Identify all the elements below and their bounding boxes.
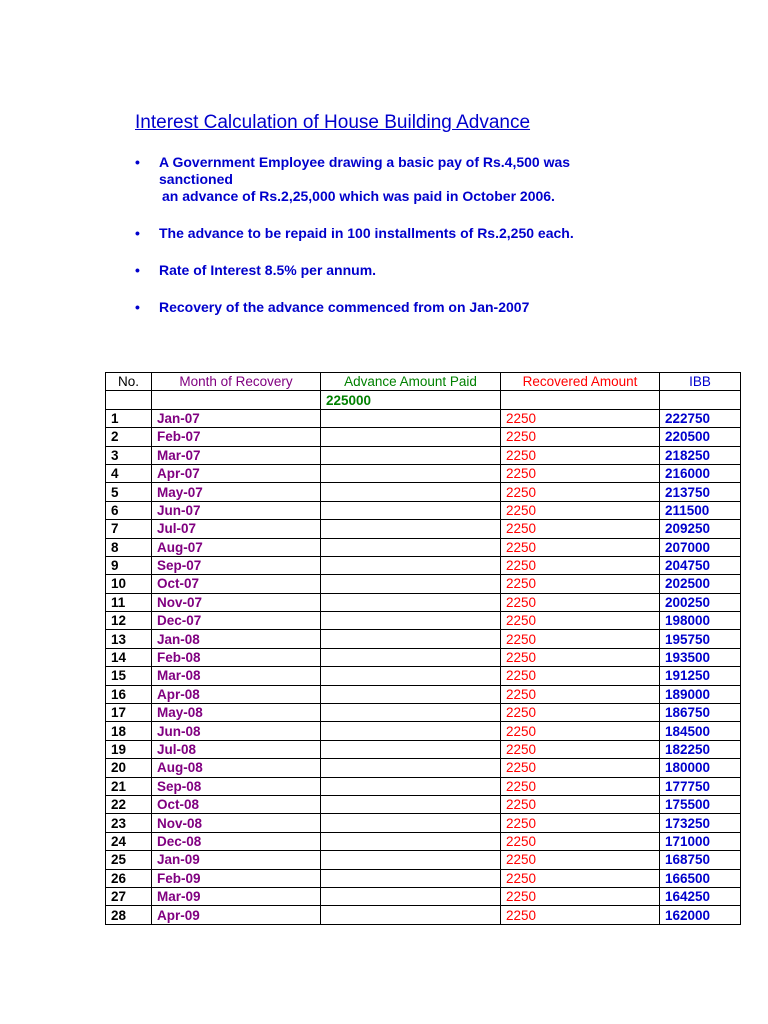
recovery-table — [105, 372, 741, 925]
bullet-text: Recovery of the advance commenced from on Jan-2007 — [159, 299, 530, 315]
cell-month: Apr-09 — [152, 906, 321, 924]
cell-recovered: 2250 — [501, 777, 660, 795]
cell-month: Feb-08 — [152, 648, 321, 666]
cell-recovered: 2250 — [501, 759, 660, 777]
cell-no: 22 — [106, 795, 152, 813]
cell-month: Jan-08 — [152, 630, 321, 648]
table-row — [106, 722, 741, 740]
cell-ibb: 177750 — [660, 777, 741, 795]
cell-no: 20 — [106, 759, 152, 777]
table-row — [106, 612, 741, 630]
cell-no: 5 — [106, 483, 152, 501]
cell-ibb: 182250 — [660, 740, 741, 758]
cell-ibb: 218250 — [660, 446, 741, 464]
cell-month: May-07 — [152, 483, 321, 501]
cell-no: 6 — [106, 501, 152, 519]
cell-no: 16 — [106, 685, 152, 703]
bullet-icon: • — [135, 154, 140, 170]
cell-recovered: 2250 — [501, 501, 660, 519]
table-row — [106, 851, 741, 869]
cell-advance — [321, 501, 501, 519]
cell-no: 4 — [106, 464, 152, 482]
cell-no: 25 — [106, 851, 152, 869]
cell-advance — [321, 520, 501, 538]
cell-advance — [321, 722, 501, 740]
table-row — [106, 556, 741, 574]
cell-ibb: 189000 — [660, 685, 741, 703]
cell-recovered: 2250 — [501, 593, 660, 611]
cell-recovered: 2250 — [501, 575, 660, 593]
cell-recovered: 2250 — [501, 556, 660, 574]
cell-recovered: 2250 — [501, 887, 660, 905]
cell-no: 12 — [106, 612, 152, 630]
table-row — [106, 740, 741, 758]
table-row — [106, 759, 741, 777]
table-row — [106, 483, 741, 501]
cell-recovered: 2250 — [501, 409, 660, 427]
cell-month: Jul-08 — [152, 740, 321, 758]
cell-advance — [321, 409, 501, 427]
cell-recovered: 2250 — [501, 630, 660, 648]
cell-ibb: 195750 — [660, 630, 741, 648]
cell-no: 14 — [106, 648, 152, 666]
cell-advance — [321, 795, 501, 813]
cell-ibb: 204750 — [660, 556, 741, 574]
cell-no: 11 — [106, 593, 152, 611]
cell-ibb: 184500 — [660, 722, 741, 740]
table-row — [106, 593, 741, 611]
header-ibb: IBB — [660, 373, 741, 391]
cell-no: 24 — [106, 832, 152, 850]
table-row — [106, 887, 741, 905]
cell-ibb: 173250 — [660, 814, 741, 832]
cell-no: 13 — [106, 630, 152, 648]
bullet-text: A Government Employee drawing a basic pay of Rs.4,500 was — [159, 154, 571, 170]
bullet-item — [135, 262, 735, 279]
table-row — [106, 906, 741, 924]
bullet-icon: • — [135, 299, 140, 315]
cell-advance — [321, 483, 501, 501]
cell-advance — [321, 630, 501, 648]
cell-month: Jul-07 — [152, 520, 321, 538]
cell-advance — [321, 869, 501, 887]
cell-month: Nov-08 — [152, 814, 321, 832]
cell-ibb: 180000 — [660, 759, 741, 777]
table-row — [106, 630, 741, 648]
cell-advance — [321, 575, 501, 593]
table-row — [106, 538, 741, 556]
cell-ibb: 216000 — [660, 464, 741, 482]
table-row — [106, 446, 741, 464]
cell-advance — [321, 538, 501, 556]
cell-month: Apr-08 — [152, 685, 321, 703]
advance-row — [106, 391, 741, 409]
cell-no: 23 — [106, 814, 152, 832]
table-row — [106, 795, 741, 813]
cell-advance — [321, 814, 501, 832]
table-row — [106, 501, 741, 519]
cell-ibb: 202500 — [660, 575, 741, 593]
cell-month: Jan-07 — [152, 409, 321, 427]
cell-no: 7 — [106, 520, 152, 538]
cell-ibb: 168750 — [660, 851, 741, 869]
table-row — [106, 464, 741, 482]
cell-month: Sep-08 — [152, 777, 321, 795]
cell-advance — [321, 593, 501, 611]
cell-month: Apr-07 — [152, 464, 321, 482]
table-row — [106, 520, 741, 538]
table-row — [106, 832, 741, 850]
cell-advance — [321, 685, 501, 703]
table-row — [106, 648, 741, 666]
table-row — [106, 685, 741, 703]
cell-no: 26 — [106, 869, 152, 887]
cell-advance — [321, 612, 501, 630]
bullet-text: The advance to be repaid in 100 installments of Rs.2,250 each. — [159, 225, 574, 241]
bullet-item — [135, 154, 735, 205]
cell-ibb: 211500 — [660, 501, 741, 519]
cell-recovered: 2250 — [501, 520, 660, 538]
cell-recovered: 2250 — [501, 814, 660, 832]
cell-no: 9 — [106, 556, 152, 574]
cell-recovered: 2250 — [501, 685, 660, 703]
cell-ibb: 164250 — [660, 887, 741, 905]
cell-ibb: 200250 — [660, 593, 741, 611]
cell-recovered: 2250 — [501, 538, 660, 556]
cell-ibb: 220500 — [660, 428, 741, 446]
cell-recovered: 2250 — [501, 483, 660, 501]
cell-ibb: 198000 — [660, 612, 741, 630]
cell-month: Mar-07 — [152, 446, 321, 464]
cell-advance — [321, 887, 501, 905]
cell-ibb: 162000 — [660, 906, 741, 924]
bullet-item — [135, 299, 735, 316]
bullet-item — [135, 225, 735, 242]
table-row — [106, 704, 741, 722]
cell-recovered — [501, 391, 660, 409]
cell-advance-amount: 225000 — [321, 391, 501, 409]
cell-ibb: 186750 — [660, 704, 741, 722]
cell-advance — [321, 464, 501, 482]
cell-month: May-08 — [152, 704, 321, 722]
cell-month: Aug-07 — [152, 538, 321, 556]
cell-recovered: 2250 — [501, 740, 660, 758]
cell-no: 17 — [106, 704, 152, 722]
cell-recovered: 2250 — [501, 869, 660, 887]
cell-no: 21 — [106, 777, 152, 795]
cell-ibb: 207000 — [660, 538, 741, 556]
cell-month: Dec-08 — [152, 832, 321, 850]
cell-ibb: 166500 — [660, 869, 741, 887]
cell-advance — [321, 832, 501, 850]
bullet-icon: • — [135, 262, 140, 278]
cell-month: Nov-07 — [152, 593, 321, 611]
cell-recovered: 2250 — [501, 704, 660, 722]
cell-ibb: 191250 — [660, 667, 741, 685]
cell-month: Mar-09 — [152, 887, 321, 905]
table-row — [106, 667, 741, 685]
cell-advance — [321, 446, 501, 464]
cell-recovered: 2250 — [501, 832, 660, 850]
cell-recovered: 2250 — [501, 648, 660, 666]
cell-recovered: 2250 — [501, 851, 660, 869]
cell-advance — [321, 648, 501, 666]
bullet-text: sanctioned — [159, 171, 233, 187]
cell-advance — [321, 667, 501, 685]
cell-recovered: 2250 — [501, 906, 660, 924]
table-row — [106, 575, 741, 593]
cell-recovered: 2250 — [501, 667, 660, 685]
table-row — [106, 814, 741, 832]
cell-no: 15 — [106, 667, 152, 685]
cell-ibb: 171000 — [660, 832, 741, 850]
table-header-row — [106, 373, 741, 391]
cell-advance — [321, 428, 501, 446]
cell-no: 18 — [106, 722, 152, 740]
cell-month: Jan-09 — [152, 851, 321, 869]
cell-recovered: 2250 — [501, 795, 660, 813]
table-row — [106, 409, 741, 427]
header-month: Month of Recovery — [152, 373, 321, 391]
cell-month: Mar-08 — [152, 667, 321, 685]
bullet-list — [135, 154, 735, 316]
cell-month: Feb-09 — [152, 869, 321, 887]
cell-recovered: 2250 — [501, 428, 660, 446]
bullet-text: an advance of Rs.2,25,000 which was paid in October 2006. — [162, 188, 555, 204]
cell-no: 1 — [106, 409, 152, 427]
cell-advance — [321, 851, 501, 869]
cell-recovered: 2250 — [501, 722, 660, 740]
cell-month: Oct-08 — [152, 795, 321, 813]
cell-month: Oct-07 — [152, 575, 321, 593]
cell-no: 27 — [106, 887, 152, 905]
cell-ibb: 193500 — [660, 648, 741, 666]
header-advance: Advance Amount Paid — [321, 373, 501, 391]
header-no: No. — [106, 373, 152, 391]
cell-no — [106, 391, 152, 409]
cell-ibb — [660, 391, 741, 409]
bullet-text: Rate of Interest 8.5% per annum. — [159, 262, 377, 278]
bullet-icon: • — [135, 225, 140, 241]
cell-no: 28 — [106, 906, 152, 924]
cell-no: 8 — [106, 538, 152, 556]
cell-no: 2 — [106, 428, 152, 446]
cell-no: 19 — [106, 740, 152, 758]
table-row — [106, 777, 741, 795]
cell-advance — [321, 777, 501, 795]
cell-advance — [321, 759, 501, 777]
cell-month: Jun-07 — [152, 501, 321, 519]
cell-recovered: 2250 — [501, 612, 660, 630]
cell-ibb: 213750 — [660, 483, 741, 501]
cell-advance — [321, 556, 501, 574]
cell-advance — [321, 740, 501, 758]
cell-recovered: 2250 — [501, 446, 660, 464]
document-title: Interest Calculation of House Building Advance — [135, 112, 531, 133]
cell-month: Dec-07 — [152, 612, 321, 630]
cell-month: Sep-07 — [152, 556, 321, 574]
cell-ibb: 222750 — [660, 409, 741, 427]
cell-advance — [321, 704, 501, 722]
cell-no: 3 — [106, 446, 152, 464]
cell-month: Feb-07 — [152, 428, 321, 446]
header-recovered: Recovered Amount — [501, 373, 660, 391]
cell-ibb: 175500 — [660, 795, 741, 813]
cell-ibb: 209250 — [660, 520, 741, 538]
cell-month: Jun-08 — [152, 722, 321, 740]
cell-recovered: 2250 — [501, 464, 660, 482]
cell-month — [152, 391, 321, 409]
table-row — [106, 428, 741, 446]
cell-month: Aug-08 — [152, 759, 321, 777]
table-row — [106, 869, 741, 887]
cell-no: 10 — [106, 575, 152, 593]
cell-advance — [321, 906, 501, 924]
